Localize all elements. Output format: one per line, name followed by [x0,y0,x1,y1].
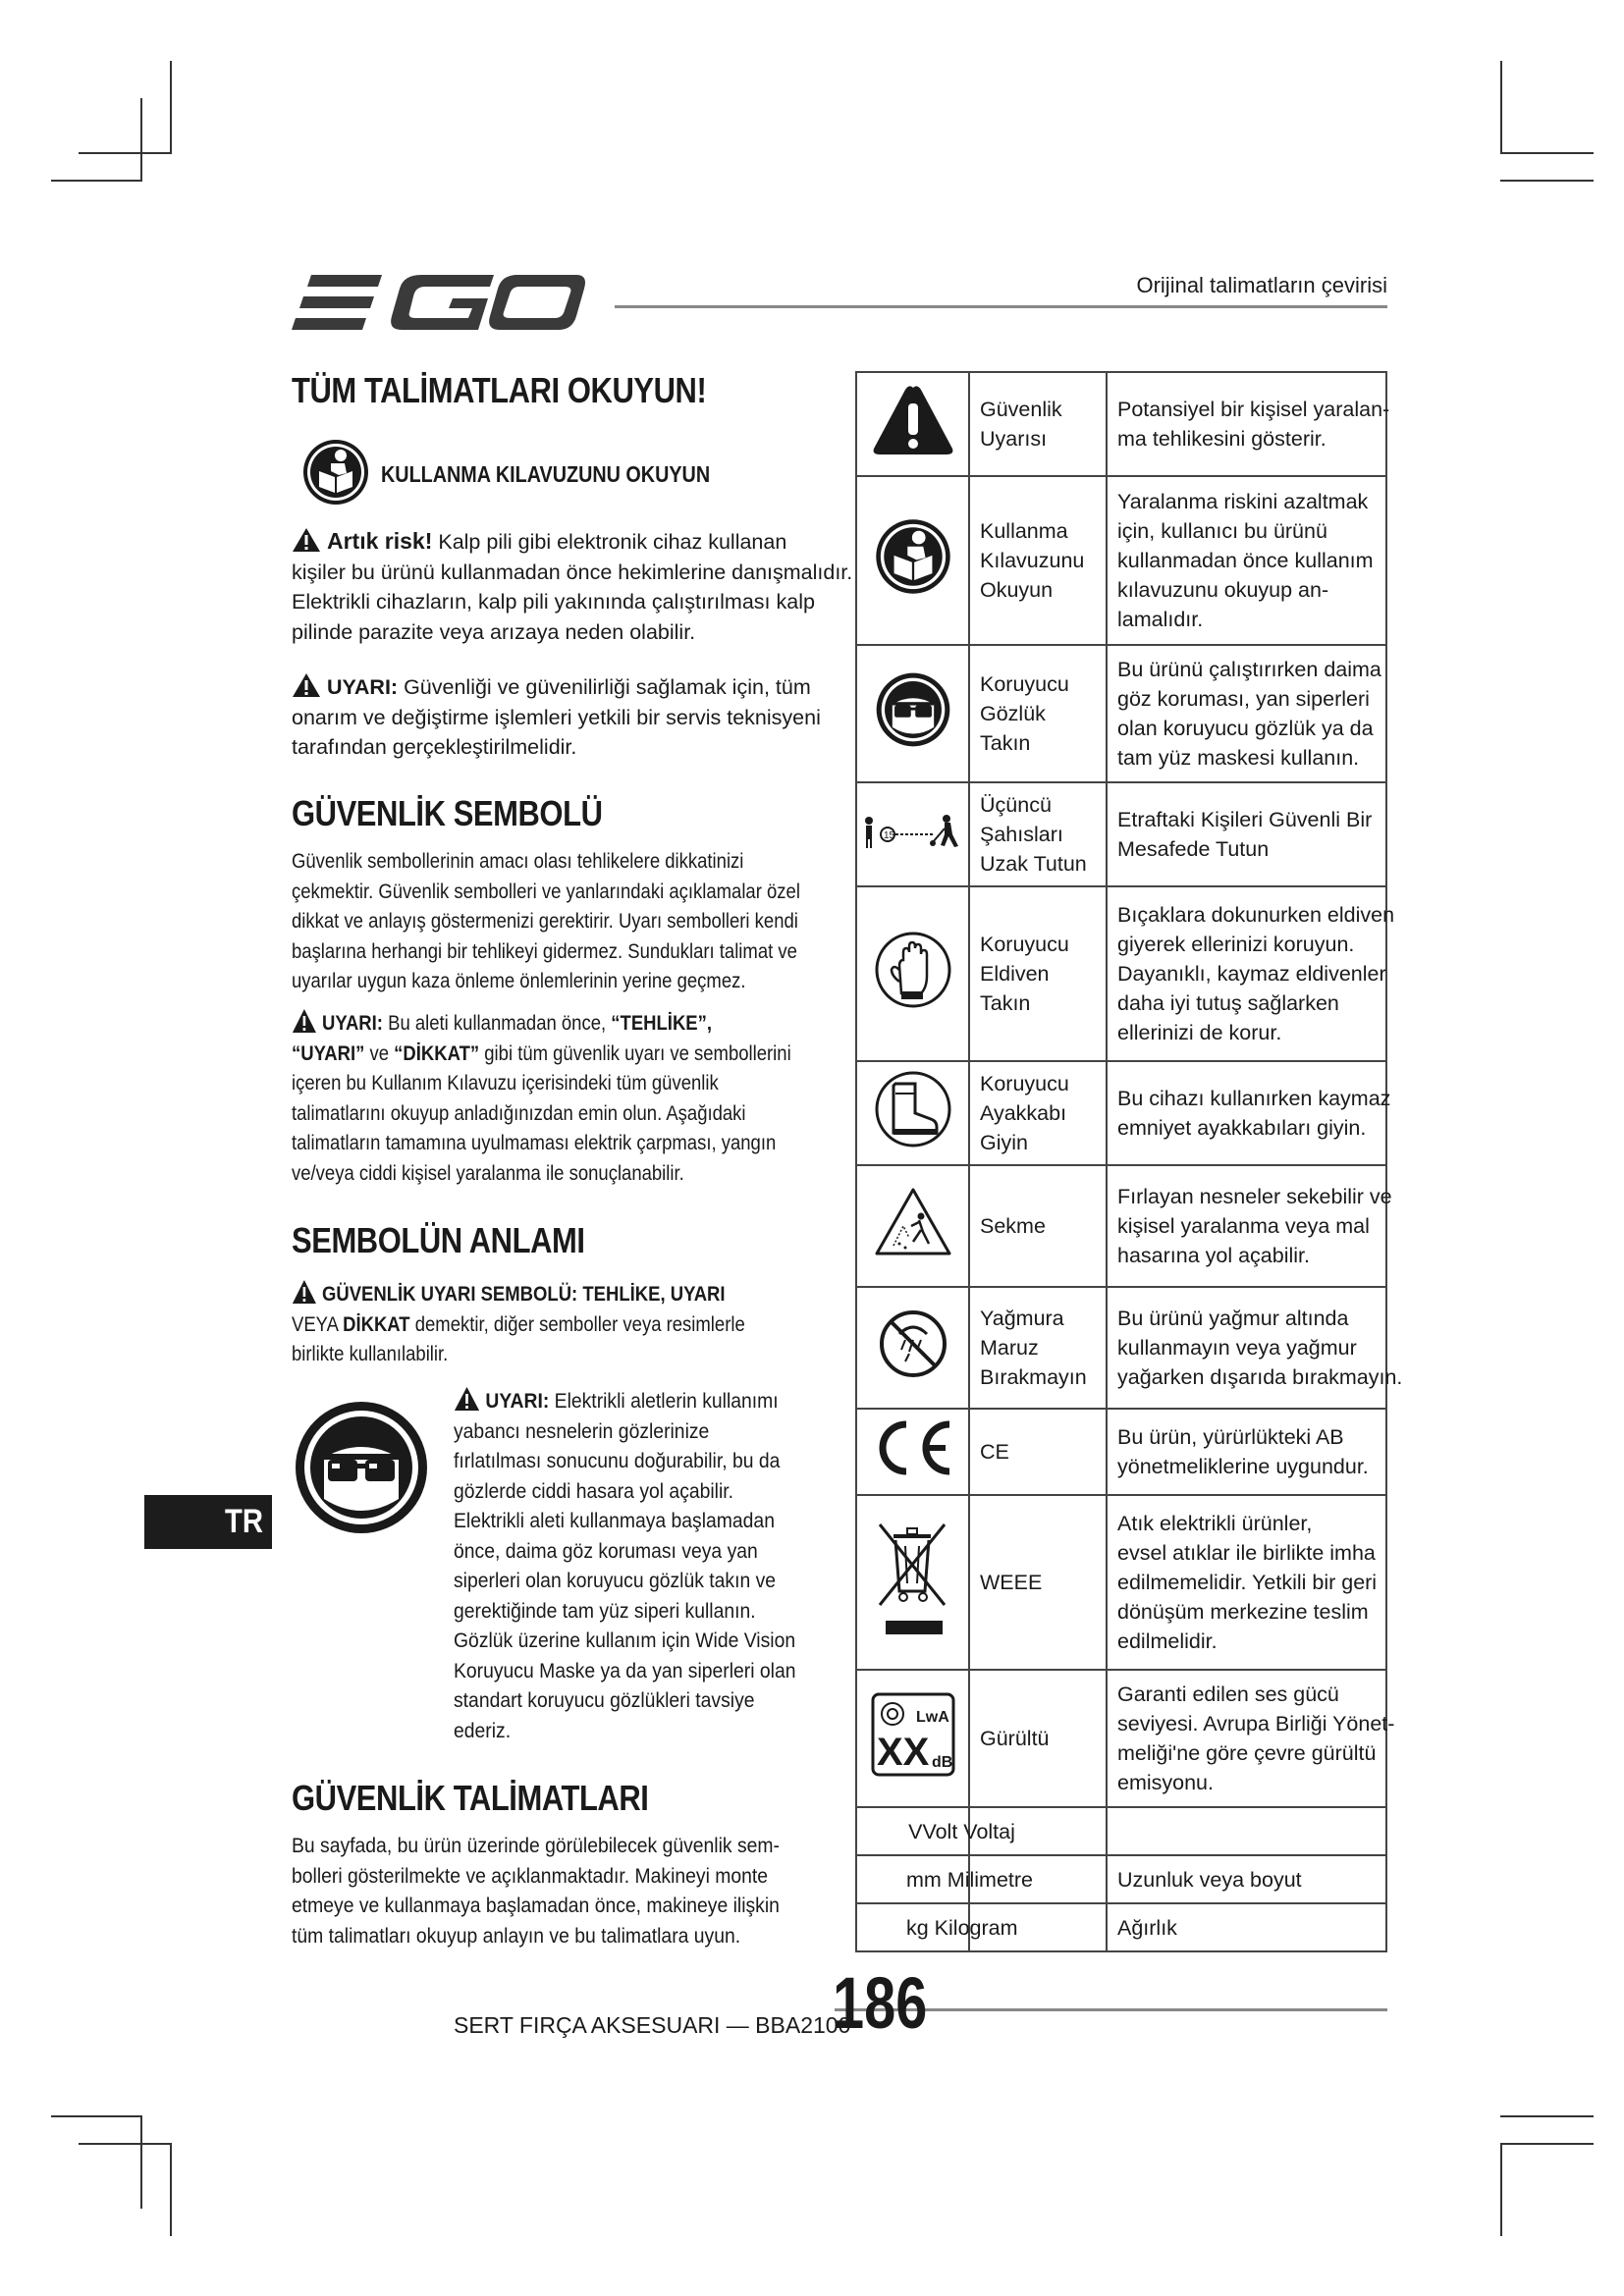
warning-keyword: “DİKKAT” [394,1041,480,1065]
symbol-name: Koruyucu [980,1072,1069,1095]
symbol-name: Koruyucu [980,933,1069,956]
residual-risk-line: Kalp pili gibi elektronik cihaz kullanan [438,530,787,554]
table-row [856,372,1386,476]
symbol-name: Maruz [980,1336,1039,1360]
unit-label: mm Milimetre [906,1867,1033,1892]
language-tab [144,1495,272,1549]
symbol-name: Koruyucu [980,672,1069,696]
noise-value-label: XX [876,1731,929,1774]
warning-block-1 [292,672,837,763]
symbol-name: Güvenlik [980,398,1062,421]
symbol-name: Takın [980,991,1031,1015]
symbol-para-line: çekmektir. Güvenlik sembolleri ve yanlarındaki açıklamalar özel [292,879,800,903]
symbol-desc: seviyesi. Avrupa Birliği Yönet- [1117,1712,1395,1735]
symbol-name: WEEE [980,1571,1043,1594]
symbol-desc: Dayanıklı, kaymaz eldivenler [1117,962,1386,986]
symbol-desc: lamalıdır. [1117,608,1204,631]
table-row [856,1807,1386,1855]
symbol-name: Takın [980,731,1031,755]
eye-warning-line: gözlerde ciddi hasara yol açabilir. [454,1478,734,1503]
residual-risk-line: pilinde parazite veya arızaya neden olabilir. [292,619,696,644]
table-row [856,1061,1386,1165]
symbol-desc: Fırlayan nesneler sekebilir ve [1117,1185,1392,1208]
symbol-desc: edilmemelidir. Yetkili bir geri [1117,1571,1378,1594]
symbol-desc: yağarken dışarıda bırakmayın. [1117,1365,1403,1389]
symbol-desc: hasarına yol açabilir. [1117,1244,1310,1267]
symbol-table [855,371,1403,1952]
warning-text: Bu aleti kullanmadan önce, [388,1011,607,1035]
symbol-name: Bırakmayın [980,1365,1087,1389]
symbol-name: Uyarısı [980,427,1048,451]
symbol-desc: Atık elektrikli ürünler, [1117,1512,1313,1535]
svg-text:15: 15 [883,830,894,841]
residual-risk-block [292,526,853,647]
symbol-desc: dönüşüm merkezine teslim [1117,1600,1369,1624]
meaning-text: demektir, diğer semboller veya resimlerle [414,1311,745,1336]
symbol-desc: Mesafede Tutun [1117,837,1270,861]
instructions-line: tüm talimatları okuyup anlayın ve bu talimatlara uyun. [292,1923,741,1948]
symbol-desc: kılavuzunu okuyup an- [1117,578,1329,602]
eye-warning-line: fırlatılması sonucunu doğurabilir, bu da [454,1449,781,1472]
symbol-desc: göz koruması, yan siperleri [1117,687,1370,711]
ce-mark-icon [869,1418,957,1477]
ricochet-icon [874,1187,952,1257]
meaning-text: VEYA [292,1311,338,1336]
warning-line: onarım ve değiştirme işlemleri yetkili bir servis teknisyeni [292,705,821,729]
symbol-name: Okuyun [980,578,1054,602]
symbol-desc: ellerinizi de korur. [1117,1021,1282,1044]
instructions-line: Bu sayfada, bu ürün üzerinde görülebilecek güvenlik sem- [292,1834,780,1857]
safety-goggles-icon [875,671,951,748]
table-row [856,1287,1386,1409]
table-row [856,476,1386,645]
keep-bystanders-away-icon [860,811,966,850]
symbol-name: Eldiven [980,962,1050,986]
symbol-desc: kullanmayın veya yağmur [1117,1336,1357,1360]
noise-unit-label: dB [931,1754,952,1771]
table-row [856,1670,1386,1807]
symbol-desc: Bu ürünü çalıştırırken daima [1117,658,1381,681]
symbol-para-line: uyarılar uygun kaza önleme önlemlerinin yerine geçmez. [292,969,746,992]
warning-lead: UYARI: [327,675,399,699]
symbol-desc: emniyet ayakkabıları giyin. [1117,1116,1367,1140]
weee-bin-icon [874,1515,952,1642]
symbol-name: Giyin [980,1131,1028,1154]
warning-block-2 [292,1008,873,1188]
eye-warning-block [454,1386,834,1745]
symbol-name: CE [980,1440,1009,1464]
language-tab-label: TR [225,1503,263,1540]
symbol-name: Gözlük [980,702,1046,725]
warning-keyword: “UYARI” [292,1041,365,1065]
instructions-paragraph [292,1831,834,1950]
eye-warning-line: gerektiğinde tam yüz siperi kullanın. [454,1598,756,1623]
warning-line: Güvenliği ve güvenilirliği sağlamak için, tüm [404,675,811,699]
warning-lead: UYARI: [321,1011,383,1035]
meaning-keyword: DİKKAT [343,1311,410,1336]
symbol-name: Sekme [980,1214,1046,1238]
warning-triangle-icon [292,1008,317,1034]
header-rule [615,305,1387,308]
warning-line: ve/veya ciddi kişisel yaralanma ile sonuçlanabilir. [292,1160,684,1185]
table-row [856,1903,1386,1951]
heading-symbol-meaning: SEMBOLÜN ANLAMI [292,1220,585,1260]
table-row [856,782,1386,886]
eye-warning-line: önce, daima göz koruması veya yan [454,1538,758,1563]
symbol-desc: kullanmadan önce kullanım [1117,549,1374,572]
symbol-name: Ayakkabı [980,1101,1067,1125]
symbol-name: Gürültü [980,1727,1050,1750]
meaning-block [292,1279,819,1369]
eye-warning-line: Gözlük üzerine kullanım için Wide Vision [454,1629,796,1652]
symbol-paragraph [292,846,883,996]
symbol-para-line: dikkat ve anlayış göstermenizi gerektirir. Uyarı sembolleri kendi [292,909,798,933]
symbol-name: Üçüncü [980,793,1052,817]
eye-warning-lead: UYARI: [485,1389,550,1413]
symbol-desc: daha iyi tutuş sağlarken [1117,991,1339,1015]
symbol-desc: olan koruyucu gözlük ya da [1117,717,1374,740]
warning-text: gibi tüm güvenlik uyarı ve sembollerini [484,1041,791,1065]
symbol-desc: Bıçaklara dokunurken eldiven [1117,903,1395,927]
meaning-lead: GÜVENLİK UYARI SEMBOLÜ: TEHLİKE, UYARI [321,1282,726,1306]
read-manual-icon [301,438,370,507]
symbol-desc: evsel atıklar ile birlikte imha [1117,1541,1376,1565]
read-manual-icon [874,517,952,596]
heading-safety-symbol: GÜVENLİK SEMBOLÜ [292,793,603,833]
eye-warning-line: yabancı nesnelerin gözlerinize [454,1418,710,1443]
warning-line: talimatlarını okuyup anladığınızdan emin olun. Aşağıdaki [292,1100,746,1125]
table-row [856,1855,1386,1903]
warning-triangle-icon [292,1279,317,1305]
warning-triangle-icon [292,672,321,698]
noise-level-icon [869,1690,957,1779]
residual-risk-line: kişiler bu ürünü kullanmadan önce hekimlerine danışmalıdır. [292,560,853,584]
table-row [856,1409,1386,1495]
table-row [856,886,1386,1061]
ego-logo [292,273,586,336]
unit-label: VVolt Voltaj [908,1819,1015,1843]
symbol-desc: meliği'ne göre çevre gürültü [1117,1741,1377,1765]
safety-goggles-icon [293,1399,430,1536]
symbol-desc: edilmelidir. [1117,1629,1218,1653]
unit-desc: Ağırlık [1117,1915,1177,1940]
symbol-name: Kılavuzunu [980,549,1085,572]
symbol-desc: Bu ürünü yağmur altında [1117,1307,1349,1330]
symbol-desc: Bu ürün, yürürlükteki AB [1117,1425,1344,1449]
eye-warning-line: standart koruyucu gözlükleri tavsiye [454,1688,755,1712]
symbol-desc: için, kullanıcı bu ürünü [1117,519,1327,543]
noise-lwa-label: LwA [915,1709,949,1726]
footer-title: SERT FIRÇA AKSESUARI — BBA2100 [454,2012,851,2038]
symbol-desc: ma tehlikesini gösterir. [1117,427,1326,451]
eye-warning-line: ederiz. [454,1718,512,1742]
table-row [856,1165,1386,1287]
gloves-icon [874,931,952,1009]
instructions-line: bolleri gösterilmekte ve açıklanmaktadır. Makineyi monte [292,1863,769,1888]
table-row [856,1495,1386,1670]
symbol-name: Kullanma [980,519,1068,543]
symbol-desc: giyerek ellerinizi koruyun. [1117,933,1355,956]
warning-triangle-icon [292,527,321,553]
symbol-name: Uzak Tutun [980,852,1087,876]
table-row [856,645,1386,782]
symbol-desc: kişisel yaralanma veya mal [1117,1214,1370,1238]
symbol-desc: Potansiyel bir kişisel yaralan- [1117,398,1390,421]
heading-read-all: TÜM TALİMATLARI OKUYUN! [292,370,707,410]
eye-warning-line: Koruyucu Maske ya da yan siperleri olan [454,1658,796,1682]
warning-line: talimatların tamamına uyulmaması elektrik çarpması, yangın [292,1131,777,1154]
no-rain-icon [878,1308,948,1379]
warning-line: içeren bu Kullanım Kılavuzu içerisindeki tüm güvenlik [292,1071,719,1095]
page-number: 186 [833,1962,928,2044]
unit-label: kg Kilogram [906,1915,1018,1940]
symbol-para-line: Güvenlik sembollerinin amacı olası tehlikelere dikkatinizi [292,849,744,873]
eye-warning-line: Elektrikli aletlerin kullanımı [554,1389,779,1413]
eye-warning-line: Elektrikli aleti kullanmaya başlamadan [454,1509,775,1532]
symbol-desc: Garanti edilen ses gücü [1117,1682,1339,1706]
symbol-name: Yağmura [980,1307,1064,1330]
manual-label: KULLANMA KILAVUZUNU OKUYUN [381,461,711,487]
symbol-desc: tam yüz maskesi kullanın. [1117,746,1360,770]
heading-safety-instructions: GÜVENLİK TALİMATLARI [292,1778,649,1818]
symbol-desc: yönetmeliklerine uygundur. [1117,1455,1369,1478]
symbol-desc: emisyonu. [1117,1771,1214,1794]
symbol-desc: Bu cihazı kullanırken kaymaz [1117,1087,1391,1110]
symbol-desc: Yaralanma riskini azaltmak [1117,490,1369,513]
safety-boots-icon [874,1070,952,1148]
instructions-line: etmeye ve kullanmaya başlamadan önce, makineye ilişkin [292,1894,780,1917]
symbol-name: Şahısları [980,823,1063,846]
warning-triangle-icon [454,1386,480,1412]
meaning-text: birlikte kullanılabilir. [292,1342,449,1365]
warning-triangle-icon [872,384,954,456]
symbol-para-line: başlarına herhangi bir tehlikeyi gidermez. Sundukları talimat ve [292,938,797,963]
warning-text: ve [369,1041,390,1065]
symbol-desc: Etraftaki Kişileri Güvenli Bir [1117,808,1373,831]
warning-keyword: “TEHLİKE”, [611,1011,713,1035]
header-subtitle: Orijinal talimatların çevirisi [1136,273,1387,297]
unit-desc: Uzunluk veya boyut [1117,1867,1302,1892]
eye-warning-line: siperleri olan koruyucu gözlük takın ve [454,1569,777,1592]
residual-risk-line: Elektrikli cihazların, kalp pili yakınında çalıştırılması kalp [292,590,815,614]
warning-line: tarafından gerçekleştirilmelidir. [292,735,577,759]
residual-risk-lead: Artık risk! [327,528,433,554]
